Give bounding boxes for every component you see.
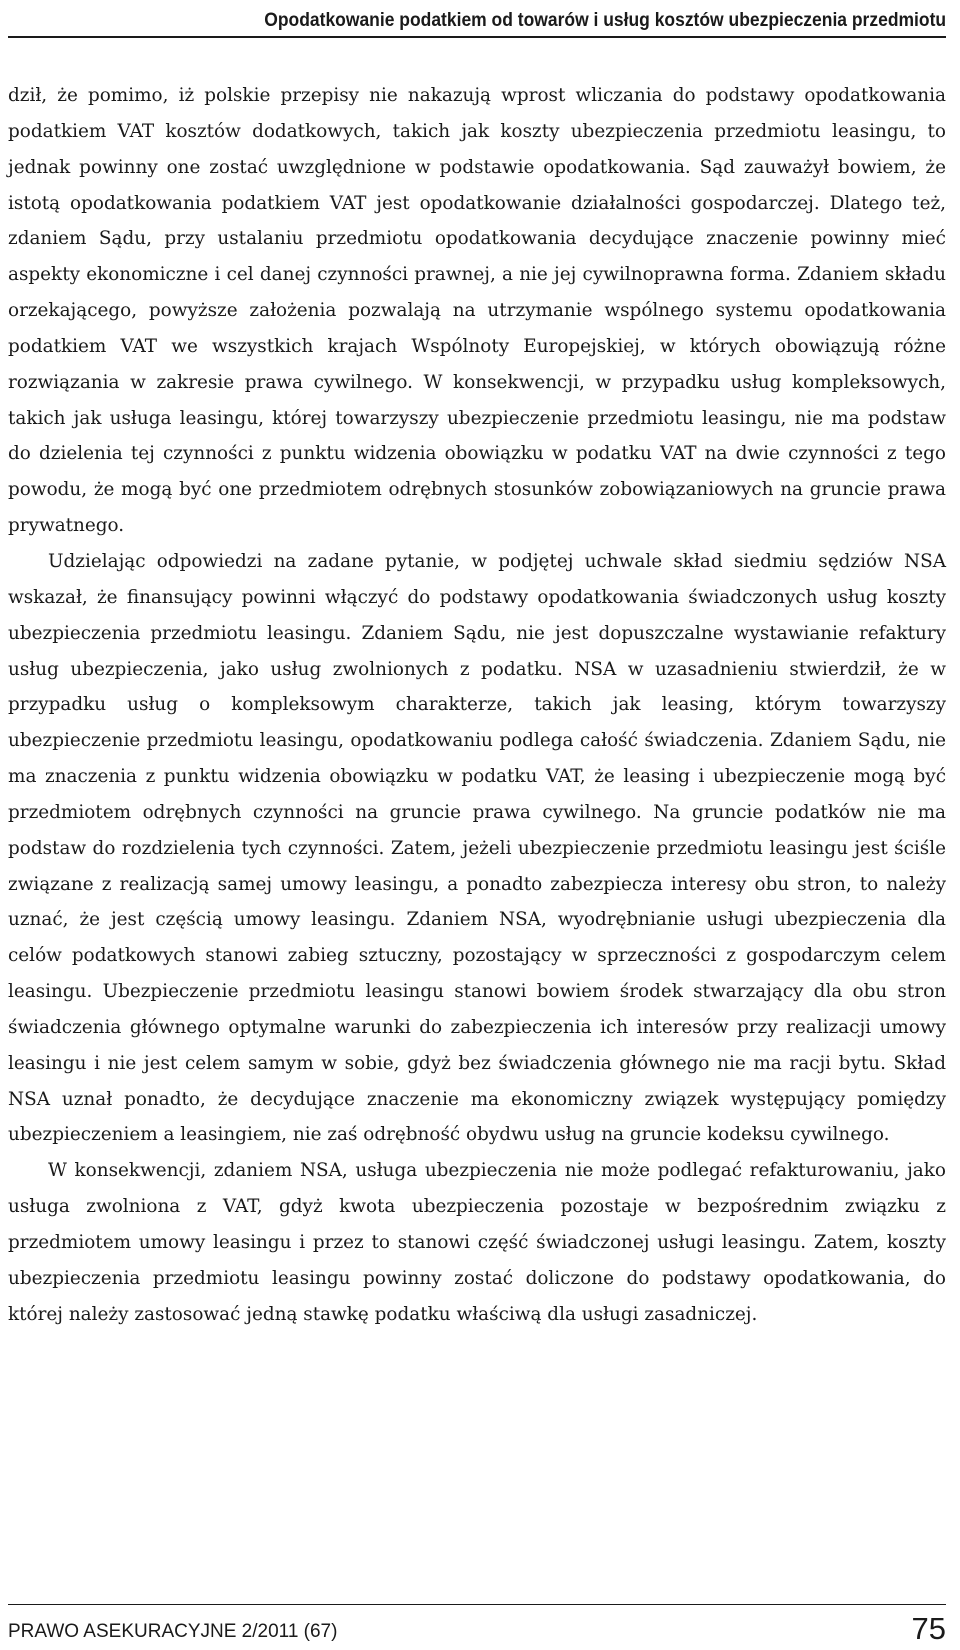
page-number: 75	[911, 1611, 946, 1646]
paragraph: dził, że pomimo, iż polskie przepisy nie nakazują wprost wliczania do podstawy opodatkowania podatkiem VAT kosztów dodatkowych, takich jak koszty ubezpieczenia przedmiotu leasingu, to jednak powinny one zostać uwzględnione w podstawie opodatkowania. Sąd zauważył bowiem, że istotą opodatkowania podatkiem VAT jest opodatkowanie działalności gospodarczej. Dlatego też, zdaniem Sądu, przy ustalaniu przedmiotu opodatkowania decydujące znaczenie powinny mieć aspekty ekonomiczne i cel danej czynności prawnej, a nie jej cywilnoprawna forma. Zdaniem składu orzekającego, powyższe założenia pozwalają na utrzymanie wspólnego systemu opodatkowania podatkiem VAT we wszystkich krajach Wspólnoty Europejskiej, w których obowiązują różne rozwiązania w zakresie prawa cywilnego. W konsekwencji, w przypadku usług kompleksowych, takich jak usługa leasingu, której towarzyszy ubezpieczenie przedmiotu leasingu, nie ma podstaw do dzielenia tej czynności z punktu widzenia obowiązku w podatku VAT na dwie czynności z tego powodu, że mogą być one przedmiotem odrębnych stosunków zobowiązaniowych na gruncie prawa prywatnego.	[8, 85, 946, 537]
article-body	[8, 78, 946, 1333]
running-header	[8, 0, 946, 38]
running-title: Opodatkowanie podatkiem od towarów i usług kosztów ubezpieczenia przedmiotu	[264, 10, 946, 31]
journal-title: PRAWO ASEKURACYJNE 2/2011 (67)	[8, 1621, 338, 1642]
paragraph: Udzielając odpowiedzi na zadane pytanie, w podjętej uchwale skład siedmiu sędziów NSA wskazał, że finansujący powinni włączyć do podstawy opodatkowania świadczonych usług koszty ubezpieczenia przedmiotu leasingu. Zdaniem Sądu, nie jest dopuszczalne wystawianie refaktury usług ubezpieczenia, jako usług zwolnionych z podatku. NSA w uzasadnieniu stwierdził, że w przypadku usług o kompleksowym charakterze, takich jak leasing, którym towarzyszy ubezpieczenie przedmiotu leasingu, opodatkowaniu podlega całość świadczenia. Zdaniem Sądu, nie ma znaczenia z punktu widzenia obowiązku w podatku VAT, że leasing i ubezpieczenie mogą być przedmiotem odrębnych czynności na gruncie prawa cywilnego. Na gruncie podatków nie ma podstaw do rozdzielenia tych czynności. Zatem, jeżeli ubezpieczenie przedmiotu leasingu jest ściśle związane z realizacją samej umowy leasingu, a ponadto zabezpiecza interesy obu stron, to należy uznać, że jest częścią umowy leasingu. Zdaniem NSA, wyodrębnianie usługi ubezpieczenia dla celów podatkowych stanowi zabieg sztuczny, pozostający w sprzeczności z gospodarczym celem leasingu. Ubezpieczenie przedmiotu leasingu stanowi bowiem środek stwarzający dla obu stron świadczenia głównego optymalne warunki do zabezpieczenia ich interesów przy realizacji umowy leasingu i nie jest celem samym w sobie, gdyż bez świadczenia głównego nie ma racji bytu. Skład NSA uznał ponadto, że decydujące znaczenie ma ekonomiczny związek występujący pomiędzy ubezpieczeniem a leasingiem, nie zaś odrębność obydwu usług na gruncie kodeksu cywilnego.	[8, 550, 946, 1146]
page-footer	[8, 1604, 946, 1645]
paragraph: W konsekwencji, zdaniem NSA, usługa ubezpieczenia nie może podlegać refakturowaniu, jako usługa zwolniona z VAT, gdyż kwota ubezpieczenia pozostaje w bezpośrednim związku z przedmiotem umowy leasingu i przez to stanowi część świadczonej usługi leasingu. Zatem, koszty ubezpieczenia przedmiotu leasingu powinny zostać doliczone do podstawy opodatkowania, do której należy zastosować jedną stawkę podatku właściwą dla usługi zasadniczej.	[8, 1160, 946, 1325]
